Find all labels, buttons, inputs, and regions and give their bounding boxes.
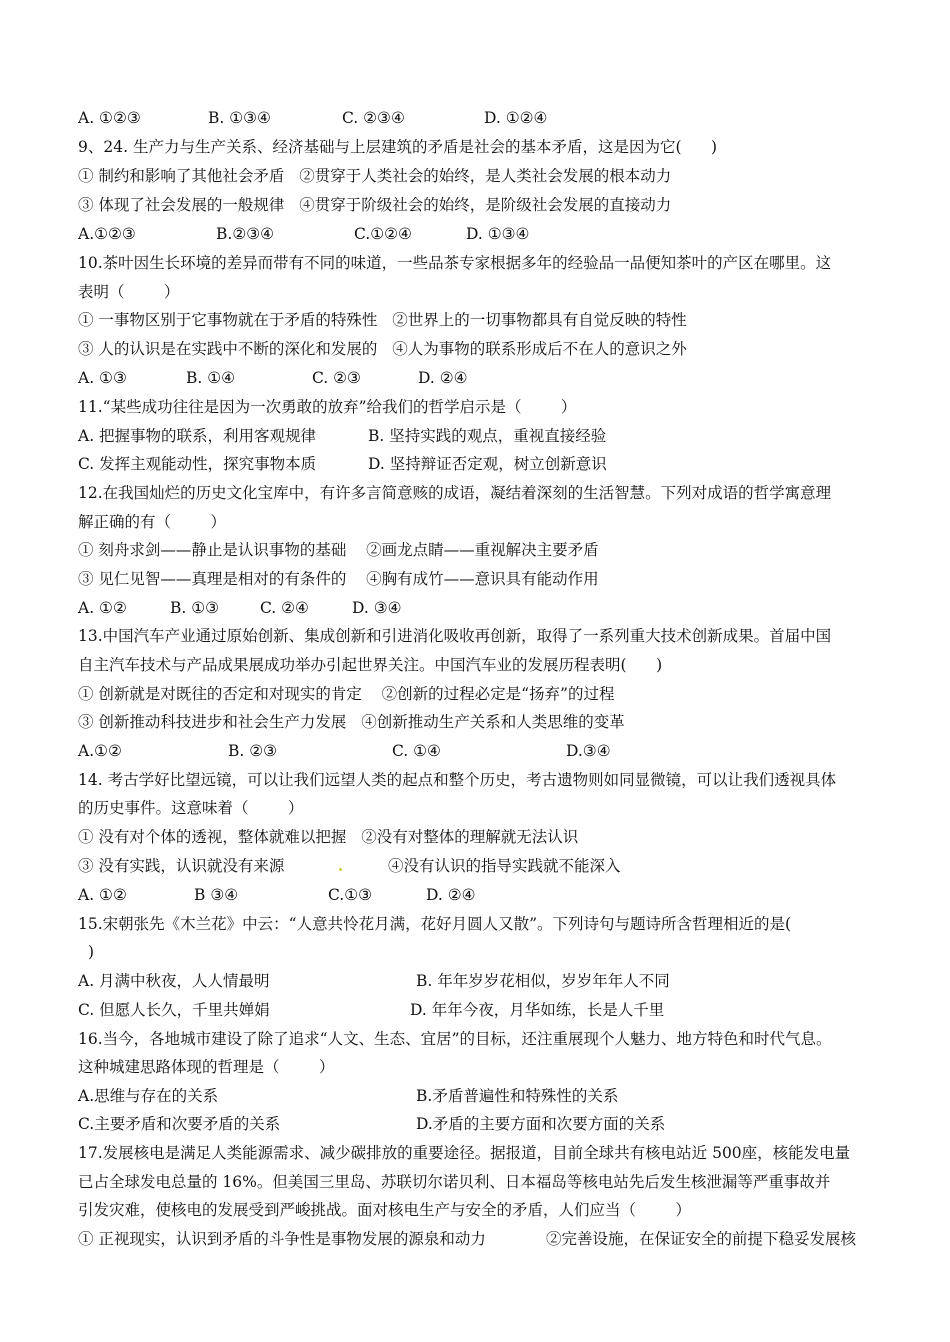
q16-stem-line1: 16.当今，各地城市建设了除了追求“人文、生态、宜居”的目标，还注重展现个人魅力、地方特色和时代气息。 <box>78 1030 832 1048</box>
q13-option-a: A.①② <box>78 742 122 760</box>
q16-option-a: A.思维与存在的关系 <box>78 1087 219 1105</box>
q8-option-a: A. ①②③ <box>78 109 141 127</box>
q17-statement-1: ① 正视现实，认识到矛盾的斗争性是事物发展的源泉和动力 <box>78 1230 486 1248</box>
q11-option-c: C. 发挥主观能动性，探究事物本质 <box>78 455 317 473</box>
q16-option-b: B.矛盾普遍性和特殊性的关系 <box>416 1087 619 1105</box>
q16-option-d: D.矛盾的主要方面和次要方面的关系 <box>416 1115 666 1133</box>
q15-option-d: D. 年年今夜，月华如练，长是人千里 <box>410 1001 665 1019</box>
q11-option-b: B. 坚持实践的观点，重视直接经验 <box>368 427 607 445</box>
q14-stem-line1: 14. 考古学好比望远镜，可以让我们远望人类的起点和整个历史，考古遗物则如同显微镜，可以让我们透视具体 <box>78 771 837 789</box>
q10-stem-line2: 表明（ ） <box>78 283 180 301</box>
q13-option-b: B. ②③ <box>228 742 278 760</box>
q8-option-c: C. ②③④ <box>342 109 405 127</box>
q10-option-d: D. ②④ <box>418 369 468 387</box>
q12-option-a: A. ①② <box>78 599 127 617</box>
q12-stem-line2: 解正确的有（ ） <box>78 513 226 531</box>
q8-option-d: D. ①②④ <box>484 109 548 127</box>
q17-stem-line3: 引发灾难，使核电的发展受到严峻挑战。面对核电生产与安全的矛盾，人们应当（ ） <box>78 1201 691 1219</box>
q10-option-b: B. ①④ <box>186 369 236 387</box>
q9-option-b: B.②③④ <box>216 225 275 243</box>
q14-option-b: B ③④ <box>194 886 239 904</box>
q12-option-b: B. ①③ <box>170 599 220 617</box>
q16-stem-line2: 这种城建思路体现的哲理是（ ） <box>78 1058 335 1076</box>
q14-statement-4: ④没有认识的指导实践就不能深入 <box>388 857 621 875</box>
q13-option-d: D.③④ <box>566 742 611 760</box>
q15-option-b: B. 年年岁岁花相似，岁岁年年人不同 <box>416 972 670 990</box>
q15-stem-line2: ) <box>88 943 95 961</box>
q13-stem-line1: 13.中国汽车产业通过原始创新、集成创新和引进消化吸收再创新，取得了一系列重大技术创新成果。首届中国 <box>78 627 832 645</box>
stray-mark-icon <box>339 868 342 871</box>
q9-statements-2: ③ 体现了社会发展的一般规律 ④贯穿于阶级社会的始终，是阶级社会发展的直接动力 <box>78 196 672 214</box>
q11-option-d: D. 坚持辩证否定观，树立创新意识 <box>368 455 607 473</box>
q8-option-b: B. ①③④ <box>208 109 271 127</box>
q10-stem-line1: 10.茶叶因生长环境的差异而带有不同的味道，一些品茶专家根据多年的经验品一品便知茶叶的产区在哪里。这 <box>78 254 832 272</box>
q13-stem-line2: 自主汽车技术与产品成果展成功举办引起世界关注。中国汽车业的发展历程表明( ) <box>78 656 663 674</box>
q10-option-a: A. ①③ <box>78 369 127 387</box>
q9-option-a: A.①②③ <box>78 225 136 243</box>
q14-statements-1: ① 没有对个体的透视，整体就难以把握 ②没有对整体的理解就无法认识 <box>78 828 579 846</box>
q13-option-c: C. ①④ <box>392 742 441 760</box>
q14-option-a: A. ①② <box>78 886 127 904</box>
q13-statements-1: ① 创新就是对既往的否定和对现实的肯定 ②创新的过程必定是“扬弃”的过程 <box>78 685 615 703</box>
q12-option-c: C. ②④ <box>260 599 309 617</box>
q10-option-c: C. ②③ <box>312 369 361 387</box>
q15-stem-line1: 15.宋朝张先《木兰花》中云：“人意共怜花月满，花好月圆人又散”。下列诗句与题诗所含哲理相近的是( <box>78 915 792 933</box>
q11-option-a: A. 把握事物的联系，利用客观规律 <box>78 427 317 445</box>
q17-stem-line2: 已占全球发电总量的 16%。但美国三里岛、苏联切尔诺贝利、日本福岛等核电站先后发生核泄漏等严重事故并 <box>78 1173 831 1191</box>
q15-option-a: A. 月满中秋夜，人人情最明 <box>78 972 270 990</box>
q14-option-d: D. ②④ <box>426 886 476 904</box>
q12-statements-2: ③ 见仁见智——真理是相对的有条件的 ④胸有成竹——意识具有能动作用 <box>78 570 599 588</box>
q17-statement-2: ②完善设施，在保证安全的前提下稳妥发展核 <box>546 1230 857 1248</box>
q10-statements-1: ① 一事物区别于它事物就在于矛盾的特殊性 ②世界上的一切事物都具有自觉反映的特性 <box>78 311 687 329</box>
q12-statements-1: ① 刻舟求剑——静止是认识事物的基础 ②画龙点睛——重视解决主要矛盾 <box>78 541 599 559</box>
q14-stem-line2: 的历史事件。这意味着（ ） <box>78 799 304 817</box>
q14-option-c: C.①③ <box>328 886 373 904</box>
q9-stem: 9、24. 生产力与生产关系、经济基础与上层建筑的矛盾是社会的基本矛盾，这是因为它( ) <box>78 138 718 156</box>
q11-stem: 11.“某些成功往往是因为一次勇敢的放弃”给我们的哲学启示是（ ） <box>78 398 577 416</box>
q9-option-d: D. ①③④ <box>466 225 530 243</box>
q12-stem-line1: 12.在我国灿烂的历史文化宝库中，有许多言简意赅的成语，凝结着深刻的生活智慧。下列对成语的哲学寓意理 <box>78 484 832 502</box>
q10-statements-2: ③ 人的认识是在实践中不断的深化和发展的 ④人为事物的联系形成后不在人的意识之外 <box>78 340 687 358</box>
q13-statements-2: ③ 创新推动科技进步和社会生产力发展 ④创新推动生产关系和人类思维的变革 <box>78 713 625 731</box>
q17-stem-line1: 17.发展核电是满足人类能源需求、减少碳排放的重要途径。据报道，目前全球共有核电站近 500座，核能发电量 <box>78 1144 851 1162</box>
q14-statement-3: ③ 没有实践，认识就没有来源 <box>78 857 285 875</box>
q12-option-d: D. ③④ <box>352 599 402 617</box>
q9-statements-1: ① 制约和影响了其他社会矛盾 ②贯穿于人类社会的始终，是人类社会发展的根本动力 <box>78 167 672 185</box>
q16-option-c: C.主要矛盾和次要矛盾的关系 <box>78 1115 281 1133</box>
q9-option-c: C.①②④ <box>354 225 412 243</box>
q15-option-c: C. 但愿人长久，千里共婵娟 <box>78 1001 270 1019</box>
